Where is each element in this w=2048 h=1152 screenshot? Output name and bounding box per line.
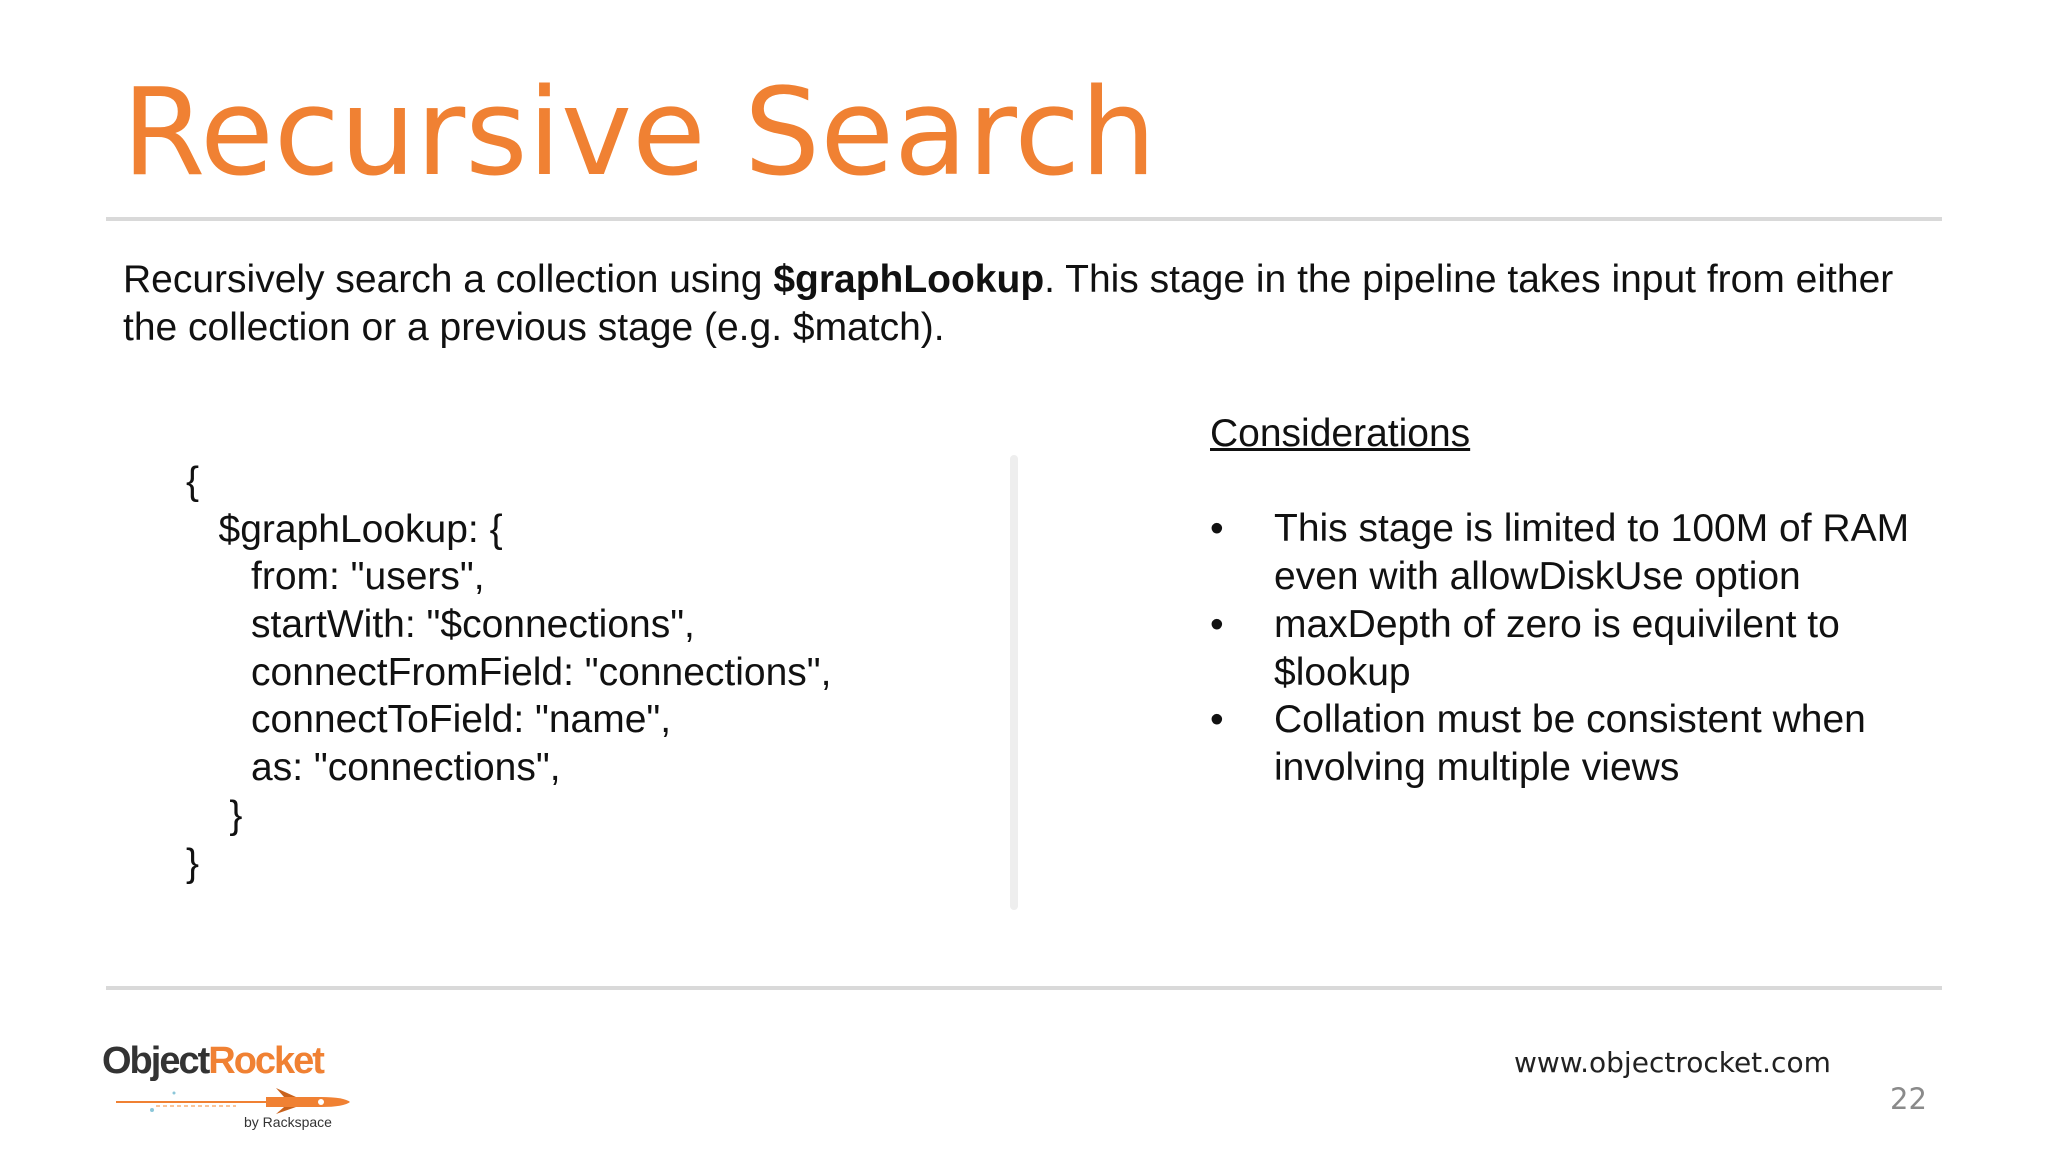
intro-text-bold: $graphLookup <box>773 258 1045 301</box>
code-line: { <box>186 460 200 503</box>
logo-wordmark-object: Object <box>102 1040 209 1082</box>
logo-wordmark <box>102 1042 323 1080</box>
bullet-icon: • <box>1210 602 1224 646</box>
code-block <box>186 458 831 887</box>
code-line: $graphLookup: { <box>186 507 503 551</box>
website-url: www.objectrocket.com <box>1514 1046 1831 1079</box>
intro-text-end: . This stage in the pipeline takes input from either the collection or a previous stage (e.g. $match). <box>123 258 1894 349</box>
bullet-icon: • <box>1210 507 1224 551</box>
page-number: 22 <box>1890 1082 1927 1116</box>
code-line: as: "connections", <box>186 746 561 790</box>
bullet-icon: • <box>1210 698 1224 742</box>
consideration-text: Collation must be consistent when involving multiple views <box>1274 698 1866 789</box>
title-divider <box>106 217 1942 221</box>
consideration-item <box>1210 505 1950 600</box>
code-line: startWith: "$connections", <box>186 603 695 647</box>
considerations-panel <box>1210 410 1950 792</box>
code-line: connectFromField: "connections", <box>186 650 832 694</box>
logo-wordmark-rocket: Rocket <box>208 1040 323 1082</box>
consideration-item <box>1210 601 1950 696</box>
code-line: } <box>186 793 243 837</box>
intro-paragraph <box>123 256 1923 352</box>
considerations-heading: Considerations <box>1210 412 1471 455</box>
logo-tagline: by Rackspace <box>244 1114 332 1130</box>
consideration-text: maxDepth of zero is equivilent to $lookup <box>1274 602 1840 694</box>
consideration-item <box>1210 696 1950 791</box>
rocket-icon <box>116 1088 352 1114</box>
slide-title: Recursive Search <box>122 64 1157 203</box>
code-line: } <box>186 841 200 885</box>
footer-divider <box>106 986 1942 990</box>
code-line: from: "users", <box>186 555 485 599</box>
objectrocket-logo <box>102 1042 352 1132</box>
consideration-text: This stage is limited to 100M of RAM even with allowDiskUse option <box>1274 507 1910 599</box>
column-divider <box>1010 455 1018 910</box>
code-line: connectToField: "name", <box>186 698 672 742</box>
intro-text-start: Recursively search a collection using <box>123 258 774 301</box>
